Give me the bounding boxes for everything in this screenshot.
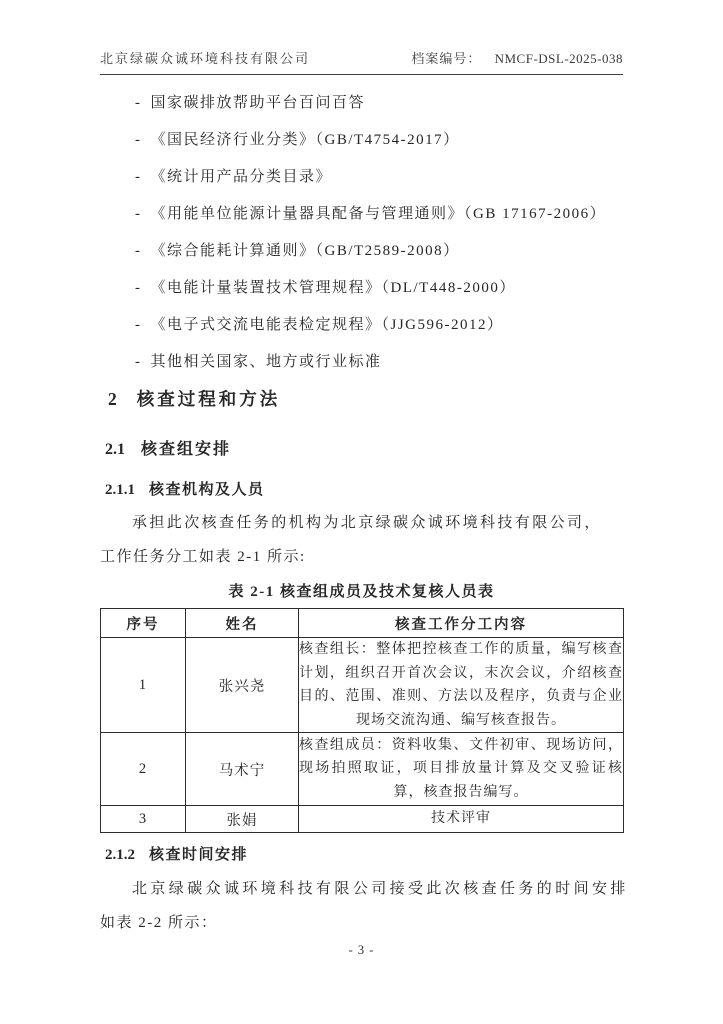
reference-item-text: 《电子式交流电能表检定规程》（JJG596-2012） (150, 317, 504, 333)
table-header-row (101, 609, 624, 638)
reference-item (100, 95, 623, 111)
dash-bullet: - (135, 317, 142, 333)
page-number: - 3 - (348, 943, 375, 957)
cell-duty: 核查组成员：资料收集、文件初审、现场访问，现场拍照取证，项目排放量计算及交叉验证核算，核查报告编写。 (299, 733, 624, 806)
page-header (100, 48, 623, 75)
archive-label: 档案编号： (411, 51, 482, 66)
reference-list (100, 95, 623, 391)
section-heading-2-1-2 (105, 843, 248, 864)
cell-duty: 技术评审 (299, 806, 624, 833)
dash-bullet: - (135, 354, 142, 370)
section-title: 核查机构及人员 (149, 482, 265, 498)
cell-no: 3 (101, 806, 186, 833)
cell-name: 张兴尧 (186, 638, 299, 733)
reference-item (100, 243, 623, 259)
archive-number: NMCF-DSL-2025-038 (494, 51, 623, 66)
section-heading-2-1-1 (105, 478, 265, 499)
column-header-duty: 核查工作分工内容 (299, 609, 624, 638)
reference-item (100, 317, 623, 333)
dash-bullet: - (135, 95, 142, 111)
dash-bullet: - (135, 169, 142, 185)
reference-item-text: 《国民经济行业分类》（GB/T4754-2017） (150, 132, 460, 148)
dash-bullet: - (135, 243, 142, 259)
table-row (101, 733, 624, 806)
column-header-no: 序号 (101, 609, 186, 638)
reference-item-text: 《统计用产品分类目录》 (150, 169, 333, 185)
paragraph-line: 如表 2-2 所示： (100, 915, 218, 931)
dash-bullet: - (135, 132, 142, 148)
dash-bullet: - (135, 206, 142, 222)
reference-item-text: 国家碳排放帮助平台百问百答 (150, 95, 366, 111)
reference-item-text: 其他相关国家、地方或行业标准 (150, 354, 382, 370)
reference-item (100, 132, 623, 148)
table-row (101, 638, 624, 733)
section-title: 核查时间安排 (149, 847, 249, 863)
paragraph-line: 北京绿碳众诚环境科技有限公司接受此次核查任务的时间安排 (132, 881, 629, 897)
cell-no: 1 (101, 638, 186, 733)
table-caption: 表 2-1 核查组成员及技术复核人员表 (228, 584, 495, 600)
section-number: 2.1 (105, 441, 125, 458)
reference-item (100, 169, 623, 185)
section-number: 2.1.1 (105, 482, 135, 498)
cell-name: 马术宁 (186, 733, 299, 806)
section-number: 2 (108, 389, 117, 409)
column-header-name: 姓名 (186, 609, 299, 638)
company-name: 北京绿碳众诚环境科技有限公司 (100, 51, 311, 66)
section-heading-2 (108, 386, 280, 411)
dash-bullet: - (135, 280, 142, 296)
section-number: 2.1.2 (105, 847, 135, 863)
section-title: 核查过程和方法 (136, 389, 281, 409)
cell-no: 2 (101, 733, 186, 806)
section-title: 核查组安排 (141, 441, 232, 458)
archive-number-group (411, 48, 623, 67)
verification-team-table (100, 608, 624, 833)
reference-item (100, 206, 623, 222)
reference-item-text: 《综合能耗计算通则》（GB/T2589-2008） (150, 243, 460, 259)
section-heading-2-1 (105, 436, 231, 459)
reference-item (100, 354, 623, 370)
cell-duty: 核查组长：整体把控核查工作的质量，编写核查计划，组织召开首次会议，末次会议，介绍核查目的、范围、准则、方法以及程序，负责与企业现场交流沟通、编写核查报告。 (299, 638, 624, 733)
table-row (101, 806, 624, 833)
reference-item (100, 280, 623, 296)
paragraph-line: 工作任务分工如表 2-1 所示: (100, 549, 306, 565)
reference-item-text: 《用能单位能源计量器具配备与管理通则》（GB 17167-2006） (150, 206, 607, 222)
cell-name: 张娟 (186, 806, 299, 833)
paragraph-line: 承担此次核查任务的机构为北京绿碳众诚环境科技有限公司， (132, 515, 602, 531)
reference-item-text: 《电能计量装置技术管理规程》（DL/T448-2000） (150, 280, 516, 296)
